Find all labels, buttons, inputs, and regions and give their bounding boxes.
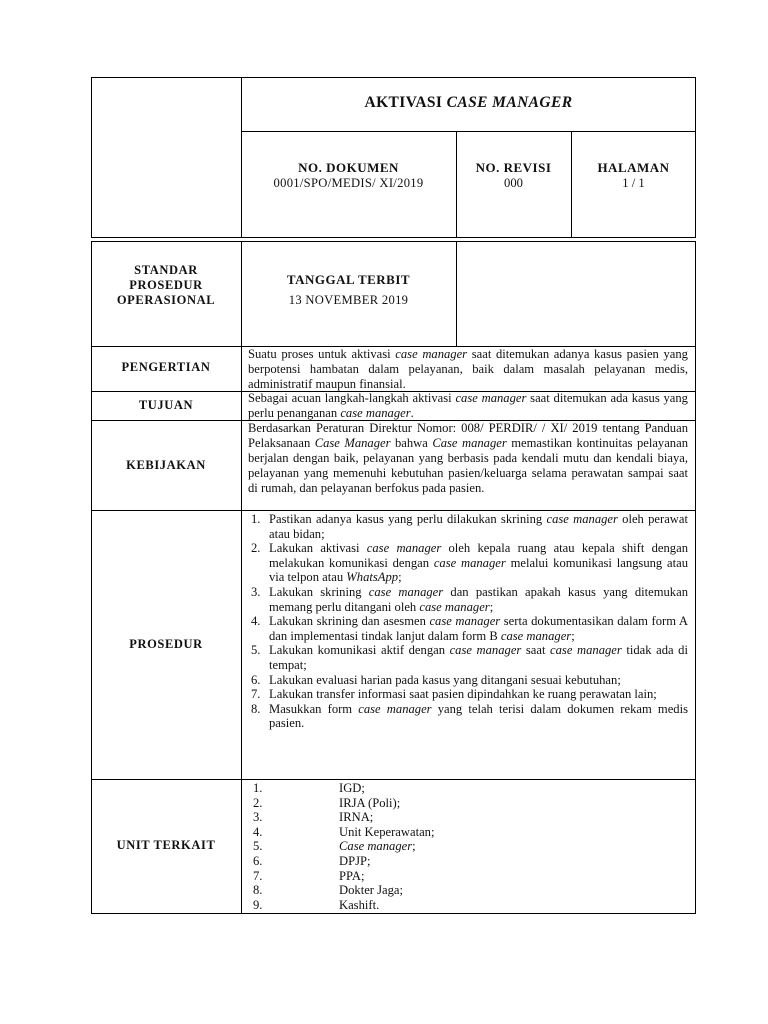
halaman-label: HALAMAN	[597, 160, 670, 175]
prosedur-step: 2. Lakukan aktivasi case manager oleh kepala ruang atau kepala shift dengan melakukan komunikasi dengan case manager melalui komunikasi langsung atau via telpon atau WhatsApp;	[251, 541, 688, 585]
unit-item: 2. IRJA (Poli);	[253, 795, 401, 810]
prosedur-step: 8. Masukkan form case manager yang telah terisi dalam dokumen rekam medis pasien.	[251, 701, 688, 731]
unit-item: 9. Kashift.	[253, 897, 380, 912]
unit-terkait-list	[253, 781, 673, 912]
pengertian-label: PENGERTIAN	[121, 360, 211, 374]
tujuan-label: TUJUAN	[138, 398, 194, 412]
unit-item: 4. Unit Keperawatan;	[253, 824, 435, 839]
prosedur-step: 7. Lakukan transfer informasi saat pasien dipindahkan ke ruang perawatan lain;	[251, 687, 657, 702]
spo-label: STANDAR PROSEDUR OPERASIONAL	[116, 263, 216, 307]
main-label-divider	[241, 241, 242, 914]
prosedur-step: 6. Lakukan evaluasi harian pada kasus yang ditangani sesuai kebutuhan;	[251, 672, 621, 687]
no-revisi-label: NO. REVISI	[475, 160, 552, 175]
spo-right-divider	[456, 241, 457, 346]
prosedur-list	[245, 512, 688, 731]
prosedur-step: 4. Lakukan skrining dan asesmen case manager serta dokumentasikan dalam form A dan implementasi tindak lanjut dalam form B case manager;	[251, 614, 688, 643]
prosedur-step: 3. Lakukan skrining case manager dan pastikan apakah kasus yang ditemukan memang perlu ditangani oleh case manager;	[251, 584, 688, 614]
kebijakan-label: KEBIJAKAN	[126, 458, 206, 472]
document-title: AKTIVASI CASE MANAGER	[364, 94, 573, 111]
unit-item: 1. IGD;	[253, 781, 365, 795]
unit-item: 5. Case manager;	[253, 839, 416, 854]
row-divider-4	[91, 510, 696, 511]
no-dokumen-label: NO. DOKUMEN	[298, 160, 399, 175]
no-revisi-value: 000	[504, 176, 523, 190]
no-dokumen-value: 0001/SPO/MEDIS/ XI/2019	[273, 176, 424, 190]
unit-item: 6. DPJP;	[253, 853, 371, 868]
row-divider-5	[91, 779, 696, 780]
tujuan-text: Sebagai acuan langkah-langkah aktivasi case manager saat ditemukan ada kasus yang perlu penanganan case manager.	[248, 391, 688, 420]
tanggal-terbit-value: 13 NOVEMBER 2019	[288, 293, 409, 307]
tanggal-terbit-label: TANGGAL TERBIT	[286, 272, 411, 287]
unit-item: 3. IRNA;	[253, 810, 374, 825]
header-title-divider	[241, 131, 696, 132]
unit-item: 8. Dokter Jaga;	[253, 883, 403, 898]
halaman-value: 1 / 1	[622, 176, 645, 190]
kebijakan-text: Berdasarkan Peraturan Direktur Nomor: 008/ PERDIR/ / XI/ 2019 tentang Panduan Pelaksanaan Case Manager bahwa Case manager memastikan kontinuitas pelayanan berjalan dengan baik, pelayanan yang berbasis pada kendali mutu dan kendali biaya, pelayanan yang memenuhi kebutuhan pasien/keluarga selama perawatan sampai saat di rumah, dan pelayanan berfokus pada pasien.	[248, 421, 688, 495]
prosedur-step: 5. Lakukan komunikasi aktif dengan case manager saat case manager tidak ada di tempat;	[251, 643, 688, 672]
pengertian-text: Suatu proses untuk aktivasi case manager saat ditemukan adanya kasus pasien yang berpotensi hambatan dalam pelayanan, baik dalam masalah pelayanan medis, administratif maupun finansial.	[248, 347, 688, 391]
unit-terkait-label: UNIT TERKAIT	[116, 838, 216, 852]
prosedur-step: 1. Pastikan adanya kasus yang perlu dilakukan skrining case manager oleh perawat atau bidan;	[251, 512, 688, 541]
unit-item: 7. PPA;	[253, 868, 365, 883]
prosedur-label: PROSEDUR	[129, 637, 203, 651]
